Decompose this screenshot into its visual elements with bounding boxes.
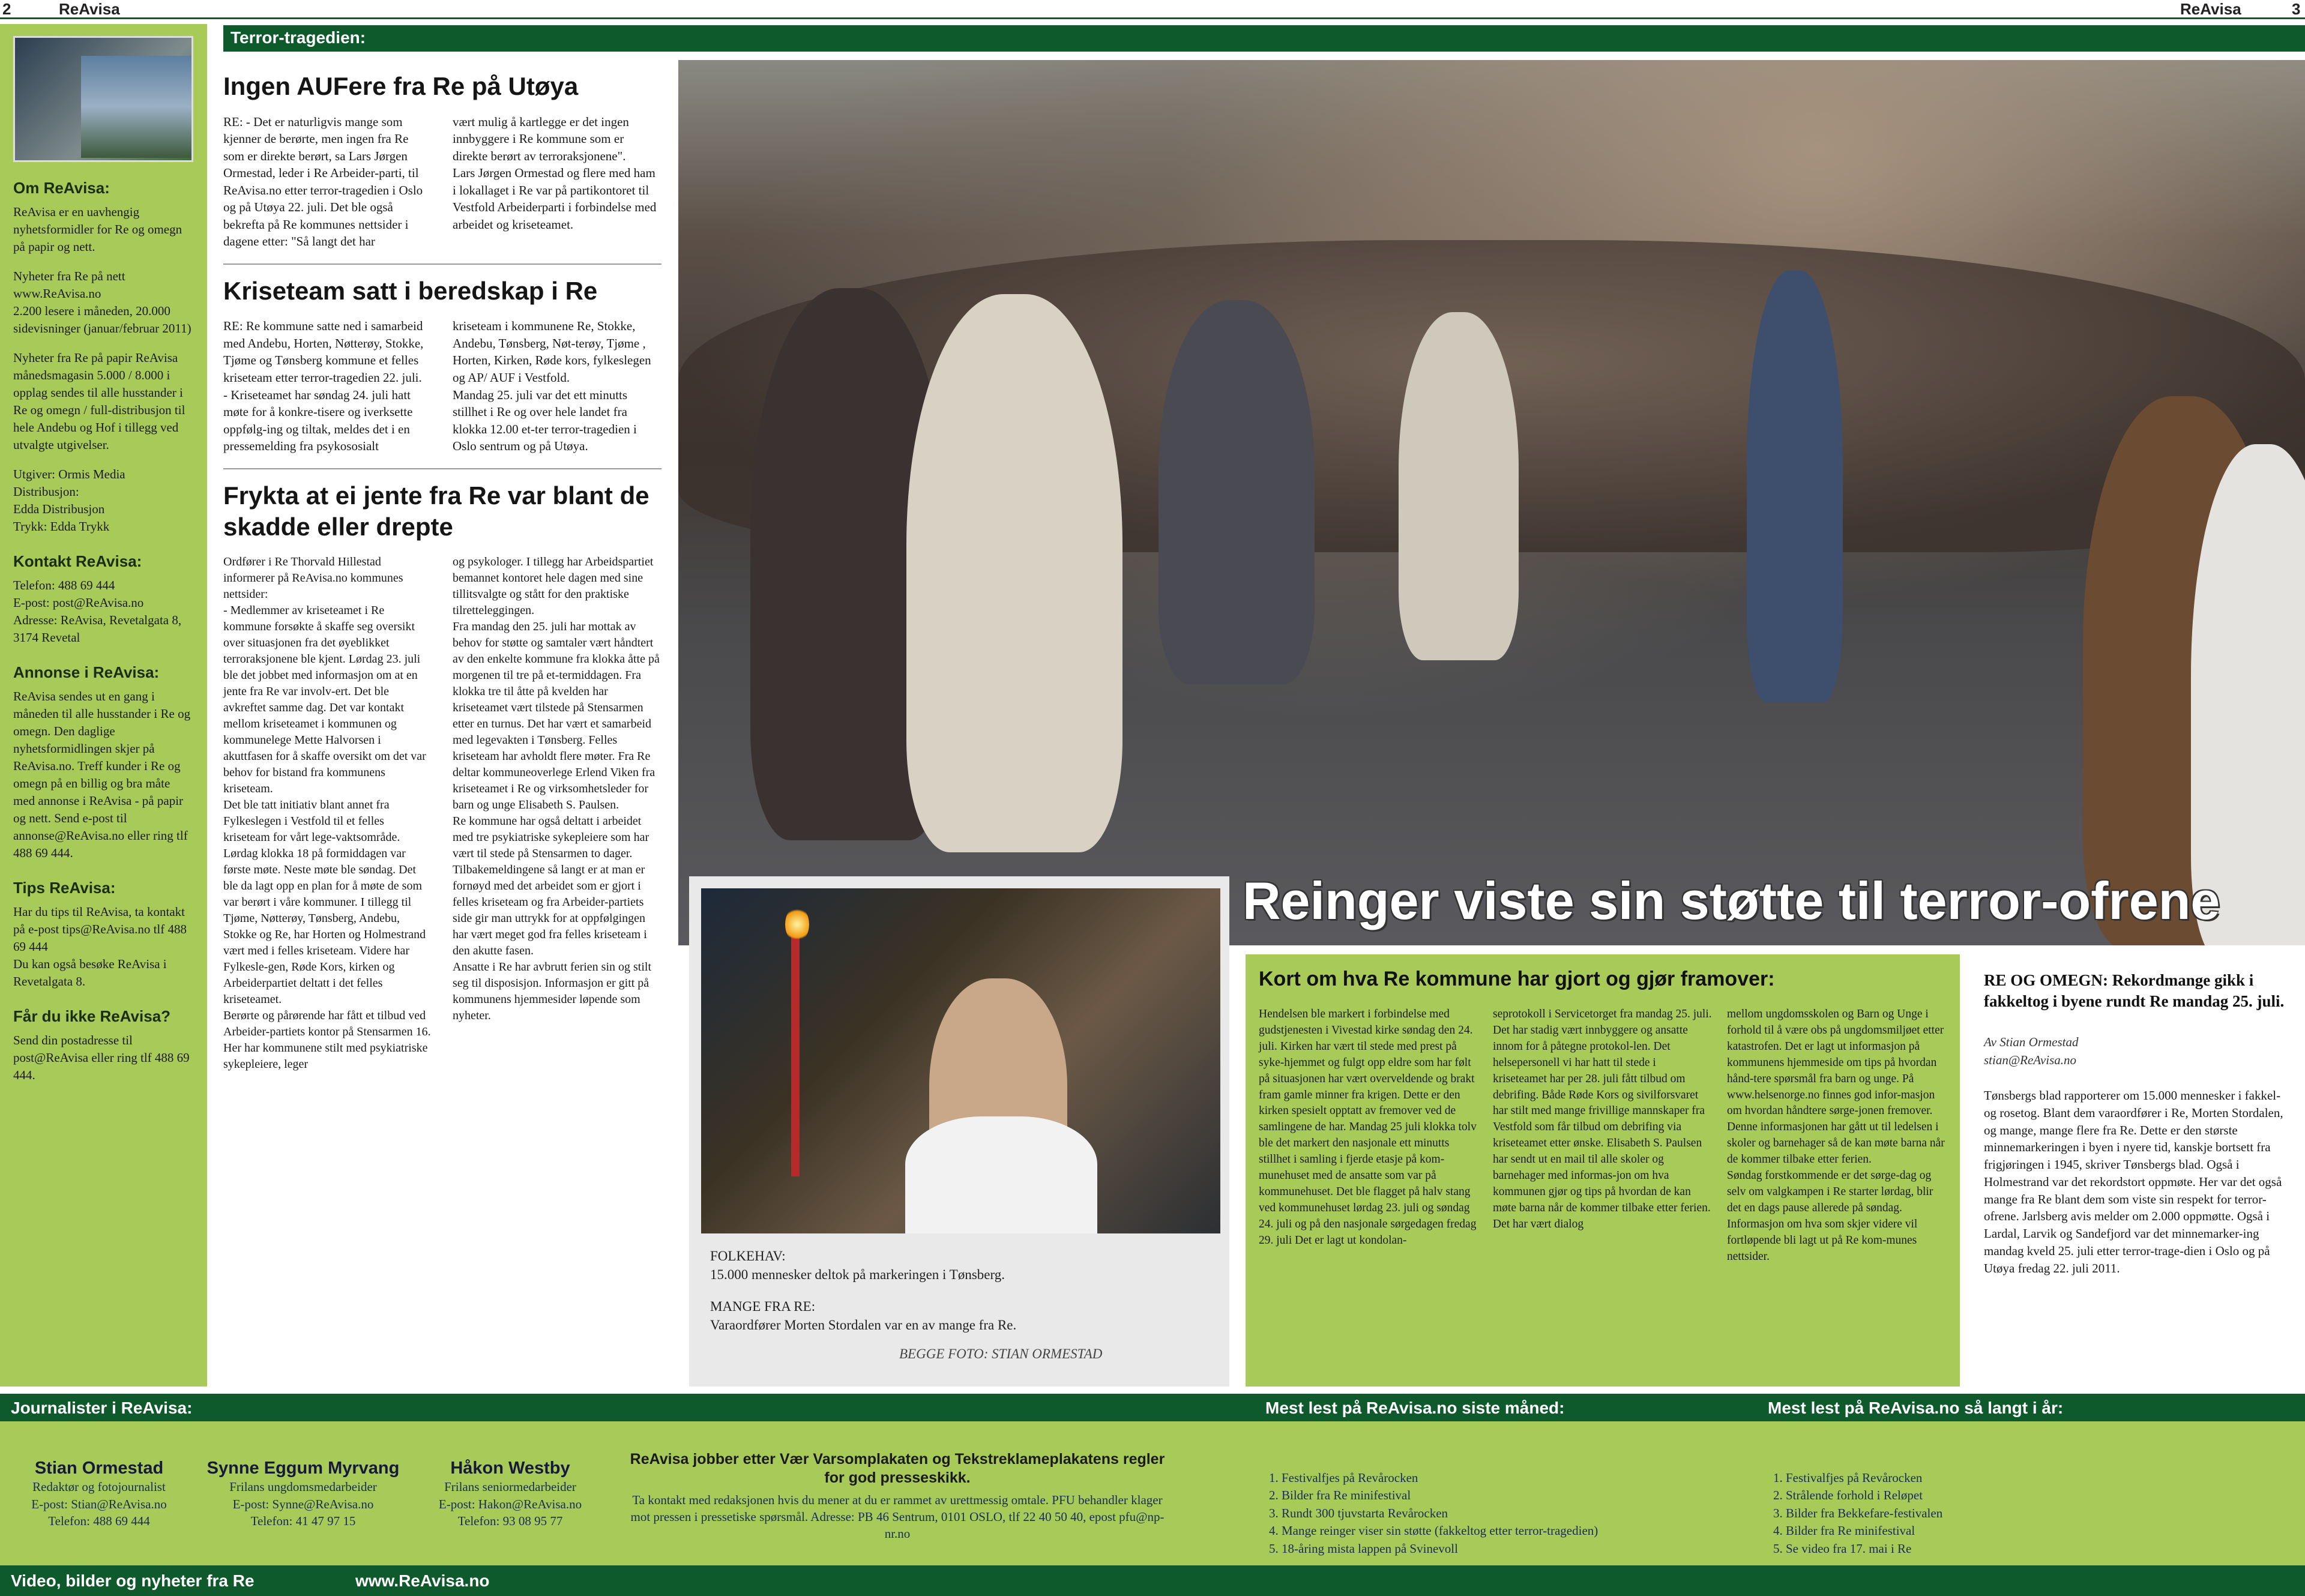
journalist-1-role: Redaktør og fotojournalist — [32, 1480, 166, 1494]
om-title: Om ReAvisa: — [13, 179, 110, 197]
presse-body: Ta kontakt med redaksjonen hvis du mener at du er rammet av urettmessig omtale. PFU behandler klager mot pressen i pressetiske spørsmål. Adresse: PB 46 Sentrum, 0101 OSLO, tlf 22 40 50 40, epost pfu@np-nr.no — [630, 1492, 1165, 1541]
journalist-3-role: Frilans seniormedarbeider — [444, 1480, 576, 1494]
presse-notice — [621, 1450, 1174, 1543]
inset-photo-torches — [701, 888, 1220, 1233]
office-photo — [13, 36, 193, 162]
article-column — [223, 60, 661, 1387]
journalist-3 — [420, 1459, 600, 1530]
bottom-banner — [0, 1394, 2305, 1421]
article-1-body — [223, 113, 661, 250]
article-2-body — [223, 318, 661, 454]
byline: Av Stian Ormestad stian@ReAvisa.no — [1984, 1035, 2079, 1067]
journalist-2-role: Frilans ungdomsmedarbeider — [229, 1480, 377, 1494]
article-3-title: Frykta at ei jente fra Re var blant de skadde eller drepte — [223, 481, 649, 541]
inset-caption — [701, 1247, 1217, 1334]
annonse-text: ReAvisa sendes ut en gang i måneden til alle husstander i Re og omegn. Den daglige nyhetsformidlingen skjer på ReAvisa.no. Treff kunder i Re og omegn på en billig og bra måte med annonse i ReAvisa - på papir og nett. Send e-post til annonse@ReAvisa.no eller ring tlf 488 69 444. — [13, 688, 191, 860]
caption-2-head: MANGE FRA RE: — [710, 1299, 816, 1314]
mest-maaned-item[interactable]: 5. 18-åring mista lappen på Svinevoll — [1282, 1540, 1762, 1558]
journalist-1-name: Stian Ormestad — [34, 1459, 164, 1478]
mest-maaned-item[interactable]: 3. Rundt 300 tjuvstarta Revårocken — [1282, 1505, 1762, 1522]
inset-photo-panel — [689, 876, 1229, 1387]
footer-bar — [0, 1565, 2305, 1596]
mest-maaned-item[interactable]: 2. Bilder fra Re minifestival — [1282, 1487, 1762, 1504]
kort-col2: seprotokoll i Servicetorget fra mandag 25. juli. Det har stadig vært innbyggere og ansatte innom for å påtegne protokol-len. Det helsepersonell vi har hatt til stede i kriseteamet har per 28. juli fått tilbud om debrifing. Både Røde Kors og sivilforsvaret har stilt med mange frivillige mannskaper fra Vestfold som får tilbud om debrifing via kriseteamet etter ønske. Elisabeth S. Paulsen har sendt ut en mail til alle skoler og barnehager med informas-jon om hva kommunen gjør og tips på hvordan de kan møte barna når de kommer tilbake etter ferien. Det har vært dialog — [1493, 1008, 1712, 1230]
nett-text: Nyheter fra Re på nett www.ReAvisa.no 2.200 lesere i måneden, 20.000 sidevisninger (januar/februar 2011) — [13, 269, 191, 336]
mest-aar-item[interactable]: 1. Festivalfjes på Revårocken — [1786, 1469, 2290, 1487]
article-2-col2: kriseteam i kommunene Re, Stokke, Andebu, Tønsberg, Nøt-terøy, Tjøme , Horten, Kirken, Røde kors, fylkeslegen og AP/ AUF i Vestfold. Mandag 25. juli var det ett minutts stillhet i Re og over hele landet fra klokka 12.00 et-ter terror-tragedien i Oslo sentrum og på Utøya. — [453, 319, 651, 454]
caption-1-head: FOLKEHAV: — [710, 1248, 786, 1263]
divider — [223, 263, 661, 265]
mest-aar-label: Mest lest på ReAvisa.no så langt i år: — [1768, 1399, 2064, 1417]
journalist-3-phone: Telefon: 93 08 95 77 — [457, 1514, 563, 1529]
journalist-2-name: Synne Eggum Myrvang — [206, 1459, 400, 1478]
article-2-title: Kriseteam satt i beredskap i Re — [223, 276, 598, 305]
journalist-2-phone: Telefon: 41 47 97 15 — [250, 1514, 356, 1529]
page-number-left: 2 — [2, 0, 11, 18]
right-article — [1972, 954, 2305, 1387]
journalist-1 — [24, 1459, 174, 1530]
om-text: ReAvisa er en uavhengig nyhetsformidler for Re og omegn på papir og nett. — [13, 205, 182, 254]
left-sidebar — [0, 24, 207, 1387]
article-1-title: Ingen AUFere fra Re på Utøya — [223, 72, 579, 100]
mest-maaned-label: Mest lest på ReAvisa.no siste måned: — [1265, 1399, 1565, 1417]
journalist-2-email: E-post: Synne@ReAvisa.no — [232, 1496, 374, 1511]
journalist-1-phone: Telefon: 488 69 444 — [48, 1514, 150, 1529]
kontakt-text: Telefon: 488 69 444 E-post: post@ReAvisa.no Adresse: ReAvisa, Revetalgata 8, 3174 Revetal — [13, 577, 182, 645]
article-1-col2: vært mulig å kartlegge er det ingen innbyggere i Re kommune som er direkte berørt av terroraksjonene". Lars Jørgen Ormestad og flere med ham i lokallaget i Re var på partikontoret til Vestfold Arbeiderparti i forbindelse med arbeidet og kriseteamet. — [453, 114, 657, 232]
section-label: Terror-tragedien: — [230, 28, 366, 47]
photo-credit: BEGGE FOTO: STIAN ORMESTAD — [899, 1346, 1103, 1362]
section-banner — [223, 25, 2305, 52]
far-text: Send din postadresse til post@ReAvisa eller ring tlf 488 69 444. — [13, 1032, 190, 1082]
caption-2-text: Varaordfører Morten Stordalen var en av mange fra Re. — [710, 1317, 1017, 1333]
article-3-col2: og psykologer. I tillegg har Arbeidspartiet bemannet kontoret hele dagen med sine tillitsvalgte og stått for den praktiske tilretteleggingen. Fra mandag den 25. juli har mottak av behov for støtte og samtaler vært håndtert av den enkelte kommune fra klokka åtte på morgenen til tre på et-termiddagen. Fra klokka tre til åtte på kvelden har kriseteamet vært tilstede på Stensarmen etter en turnus. Det har vært et samarbeid med legevakten i Tønsberg. Felles kriseteam har avholdt flere møter. Fra Re deltar kommuneoverlege Erlend Viken fra kriseteamet i Re og virksomhetsleder for barn og unge Elisabeth S. Paulsen. Re kommune har også deltatt i arbeidet med tre psykiatriske sykepleiere som har vært til stede på Stensarmen to dager. Tilbakemeldingene så langt er at man er fornøyd med det arbeidet som er gjort i felles kriseteam og fra Arbeider-partiets side gir man uttrykk for at oppfølgingen har vært meget god fra felles kriseteam i den akutte fasen. Ansatte i Re har avbrutt ferien sin og stilt seg til disposisjon. Informasjon er gitt på kommunens hjemmesider løpende som nyheter. — [453, 555, 660, 1022]
photo-headline: Reinger viste sin støtte til terror-ofrene — [1243, 871, 2220, 930]
kort-col3: mellom ungdomsskolen og Barn og Unge i forhold til å være obs på ungdomsmiljøet etter katastrofen. Det er lagt ut informasjon på kommunens hjemmeside om tips på hvordan hånd-tere spørsmål fra barn og unge. På www.helsenorge.no finnes god infor-masjon om hvordan håndtere sørge-jonen fremover. Denne informasjonen har gått ut til ledelsen i skoler og barnehager så de kan møte barna når de kommer tilbake etter ferien. Søndag forstkommende er det sørge-dag og selv om valgkampen i Re starter lørdag, blir det en dags pause allerede på søndag. Informasjon om hva som skjer videre vil fortløpende bli lagt ut på Re kom-munes nettsider. — [1727, 1008, 1945, 1263]
journalist-2 — [192, 1459, 414, 1530]
page-number-right: 3 — [2292, 0, 2301, 18]
right-body: Tønsbergs blad rapporterer om 15.000 mennesker i fakkel- og rosetog. Blant dem varaordfører i Re, Morten Stordalen, og mange, mange flere fra Re. Dette er den største minnemarkeringen i byen i nyere tid, kanskje bortsett fra frigjøringen i 1945, skriver Tønsbergs blad. Også i Holmestrand var det rekordstort oppmøte. Her var det også mange fra Re blant dem som viste sin respekt for terror-ofrene. Jarlsberg avis melder om 2.000 oppmøtte. Også i Lardal, Larvik og Sandefjord var det minnemarker-ing mandag kveld 25. juli etter terror-trage-dien i Oslo og på Utøya fredag 22. juli 2011. — [1984, 1088, 2283, 1275]
right-lead: RE OG OMEGN: Rekordmange gikk i fakkeltog i byene rundt Re mandag 25. juli. — [1984, 971, 2285, 1011]
mest-maaned-list — [1258, 1469, 1762, 1558]
caption-1-text: 15.000 mennesker deltok på markeringen i Tønsberg. — [710, 1267, 1005, 1283]
kort-body — [1259, 1007, 1947, 1265]
footer-url[interactable]: www.ReAvisa.no — [355, 1571, 490, 1590]
kontakt-title: Kontakt ReAvisa: — [13, 552, 142, 570]
mest-aar-item[interactable]: 2. Strålende forhold i Reløpet — [1786, 1487, 2290, 1504]
footer-tagline: Video, bilder og nyheter fra Re — [11, 1571, 255, 1590]
kort-title: Kort om hva Re kommune har gjort og gjør framover: — [1259, 968, 1775, 990]
tips-title: Tips ReAvisa: — [13, 878, 116, 897]
journalist-1-email: E-post: Stian@ReAvisa.no — [31, 1496, 167, 1511]
page-header — [0, 0, 2305, 19]
mest-aar-item[interactable]: 5. Se video fra 17. mai i Re — [1786, 1540, 2290, 1558]
article-1-col1: RE: - Det er naturligvis mange som kjenner de berørte, men ingen fra Re som er direkte berørt, sa Lars Jørgen Ormestad, leder i Re Arbeider-parti, til ReAvisa.no etter terror-tragedien i Oslo og på Utøya 22. juli. Det ble også bekrefta på Re kommunes nettsider i dagene etter: "Så langt det har — [223, 114, 423, 249]
journalists-label: Journalister i ReAvisa: — [11, 1399, 193, 1417]
mest-maaned-item[interactable]: 1. Festivalfjes på Revårocken — [1282, 1469, 1762, 1487]
bottom-info — [0, 1421, 2305, 1565]
kort-om-box — [1246, 954, 1960, 1387]
brand-right: ReAvisa — [2180, 0, 2241, 18]
journalist-3-name: Håkon Westby — [450, 1459, 570, 1478]
mest-aar-item[interactable]: 4. Bilder fra Re minifestival — [1786, 1522, 2290, 1540]
main-photo-crowd — [678, 60, 2305, 945]
article-3-body — [223, 554, 661, 1073]
kort-col1: Hendelsen ble markert i forbindelse med gudstjenesten i Vivestad kirke søndag den 24. juli. Kirken har vært til stede med prest på syke-hjemmet og fulgt opp eldre som har følt på situasjonen har vært overveldende og brakt fram gamle minner fra krigen. Dette er den kirken spesielt opptatt av fremover ved de samlingene de har. Mandag 25 juli klokka tolv ble det markert den nasjonale ett minutts stillhet i samling i fjerde etasje på kom-munehuset med de ansatte som var på kommunehuset. Det ble flagget på halv stang ved kommunehuset lørdag 23. juli og søndag 24. juli og på den nasjonale sørgedagen fredag 29. juli Det er lagt ut kondolan- — [1259, 1008, 1477, 1247]
brand-left: ReAvisa — [59, 0, 120, 18]
tips-text: Har du tips til ReAvisa, ta kontakt på e-post tips@ReAvisa.no tlf 488 69 444 Du kan også besøke ReAvisa i Revetalgata 8. — [13, 904, 187, 989]
divider — [223, 468, 661, 469]
article-3-col1: Ordfører i Re Thorvald Hillestad informerer på ReAvisa.no kommunes nettsider: - Medlemmer av kriseteamet i Re kommune forsøkte å skaffe seg oversikt over situasjonen fra det øyeblikket terroraksjonene ble kjent. Lørdag 23. juli ble det jobbet med informasjon om at en jente fra Re var involv-ert. Det ble avkreftet samme dag. Det var kontakt mellom kriseteamet i kommunen og kommunelege Mette Halvorsen i akuttfasen for å skaffe oversikt om det var behov for bistand fra kommunens kriseteam. Det ble tatt initiativ blant annet fra Fylkeslegen i Vestfold til et felles kriseteam for vårt lege-vaktsområde. Lørdag klokka 18 på formiddagen var første møte. Neste møte ble søndag. Det ble da lagt opp en plan for å møte de som var berørt i våre kommuner. I tillegg til Tjøme, Nøtterøy, Tønsberg, Andebu, Stokke og Re, har Horten og Holmestrand vært med i felles kriseteam. Videre har Fylkesle-gen, Røde Kors, kirken og Arbeiderpartiet deltatt i det felles kriseteamet. Berørte og pårørende har fått et tilbud ved Arbeider-partiets kontor på Stensarmen 16. Her har kommunene stilt med psykiatriske sykepleiere, leger — [223, 555, 431, 1071]
presse-head: ReAvisa jobber etter Vær Varsomplakaten og Tekstreklameplakatens regler for god presseskikk. — [630, 1451, 1165, 1487]
mest-maaned-item[interactable]: 4. Mange reinger viser sin støtte (fakkeltog etter terror-tragedien) — [1282, 1522, 1762, 1540]
utgiver-text: Utgiver: Ormis Media Distribusjon: Edda Distribusjon Trykk: Edda Trykk — [13, 466, 125, 534]
journalist-3-email: E-post: Hakon@ReAvisa.no — [438, 1496, 582, 1511]
article-2-col1: RE: Re kommune satte ned i samarbeid med Andebu, Horten, Nøtterøy, Stokke, Tjøme og Tønsberg kommune et felles kriseteam etter terror-tragedien 22. juli. - Kriseteamet har søndag 24. juli hatt møte for å konkre-tisere og iverksette oppfølg-ing og tiltak, meldes det i en pressemelding fra psykososialt — [223, 319, 424, 454]
annonse-title: Annonse i ReAvisa: — [13, 663, 160, 681]
far-title: Får du ikke ReAvisa? — [13, 1007, 171, 1025]
mest-aar-item[interactable]: 3. Bilder fra Bekkefare-festivalen — [1786, 1505, 2290, 1522]
papir-text: Nyheter fra Re på papir ReAvisa månedsmagasin 5.000 / 8.000 i opplag sendes til alle husstander i Re og omegn / full-distribusjon til hele Andebu og Hof i tillegg ved utvalgte utgivelser. — [13, 350, 185, 452]
mest-aar-list — [1762, 1469, 2290, 1558]
